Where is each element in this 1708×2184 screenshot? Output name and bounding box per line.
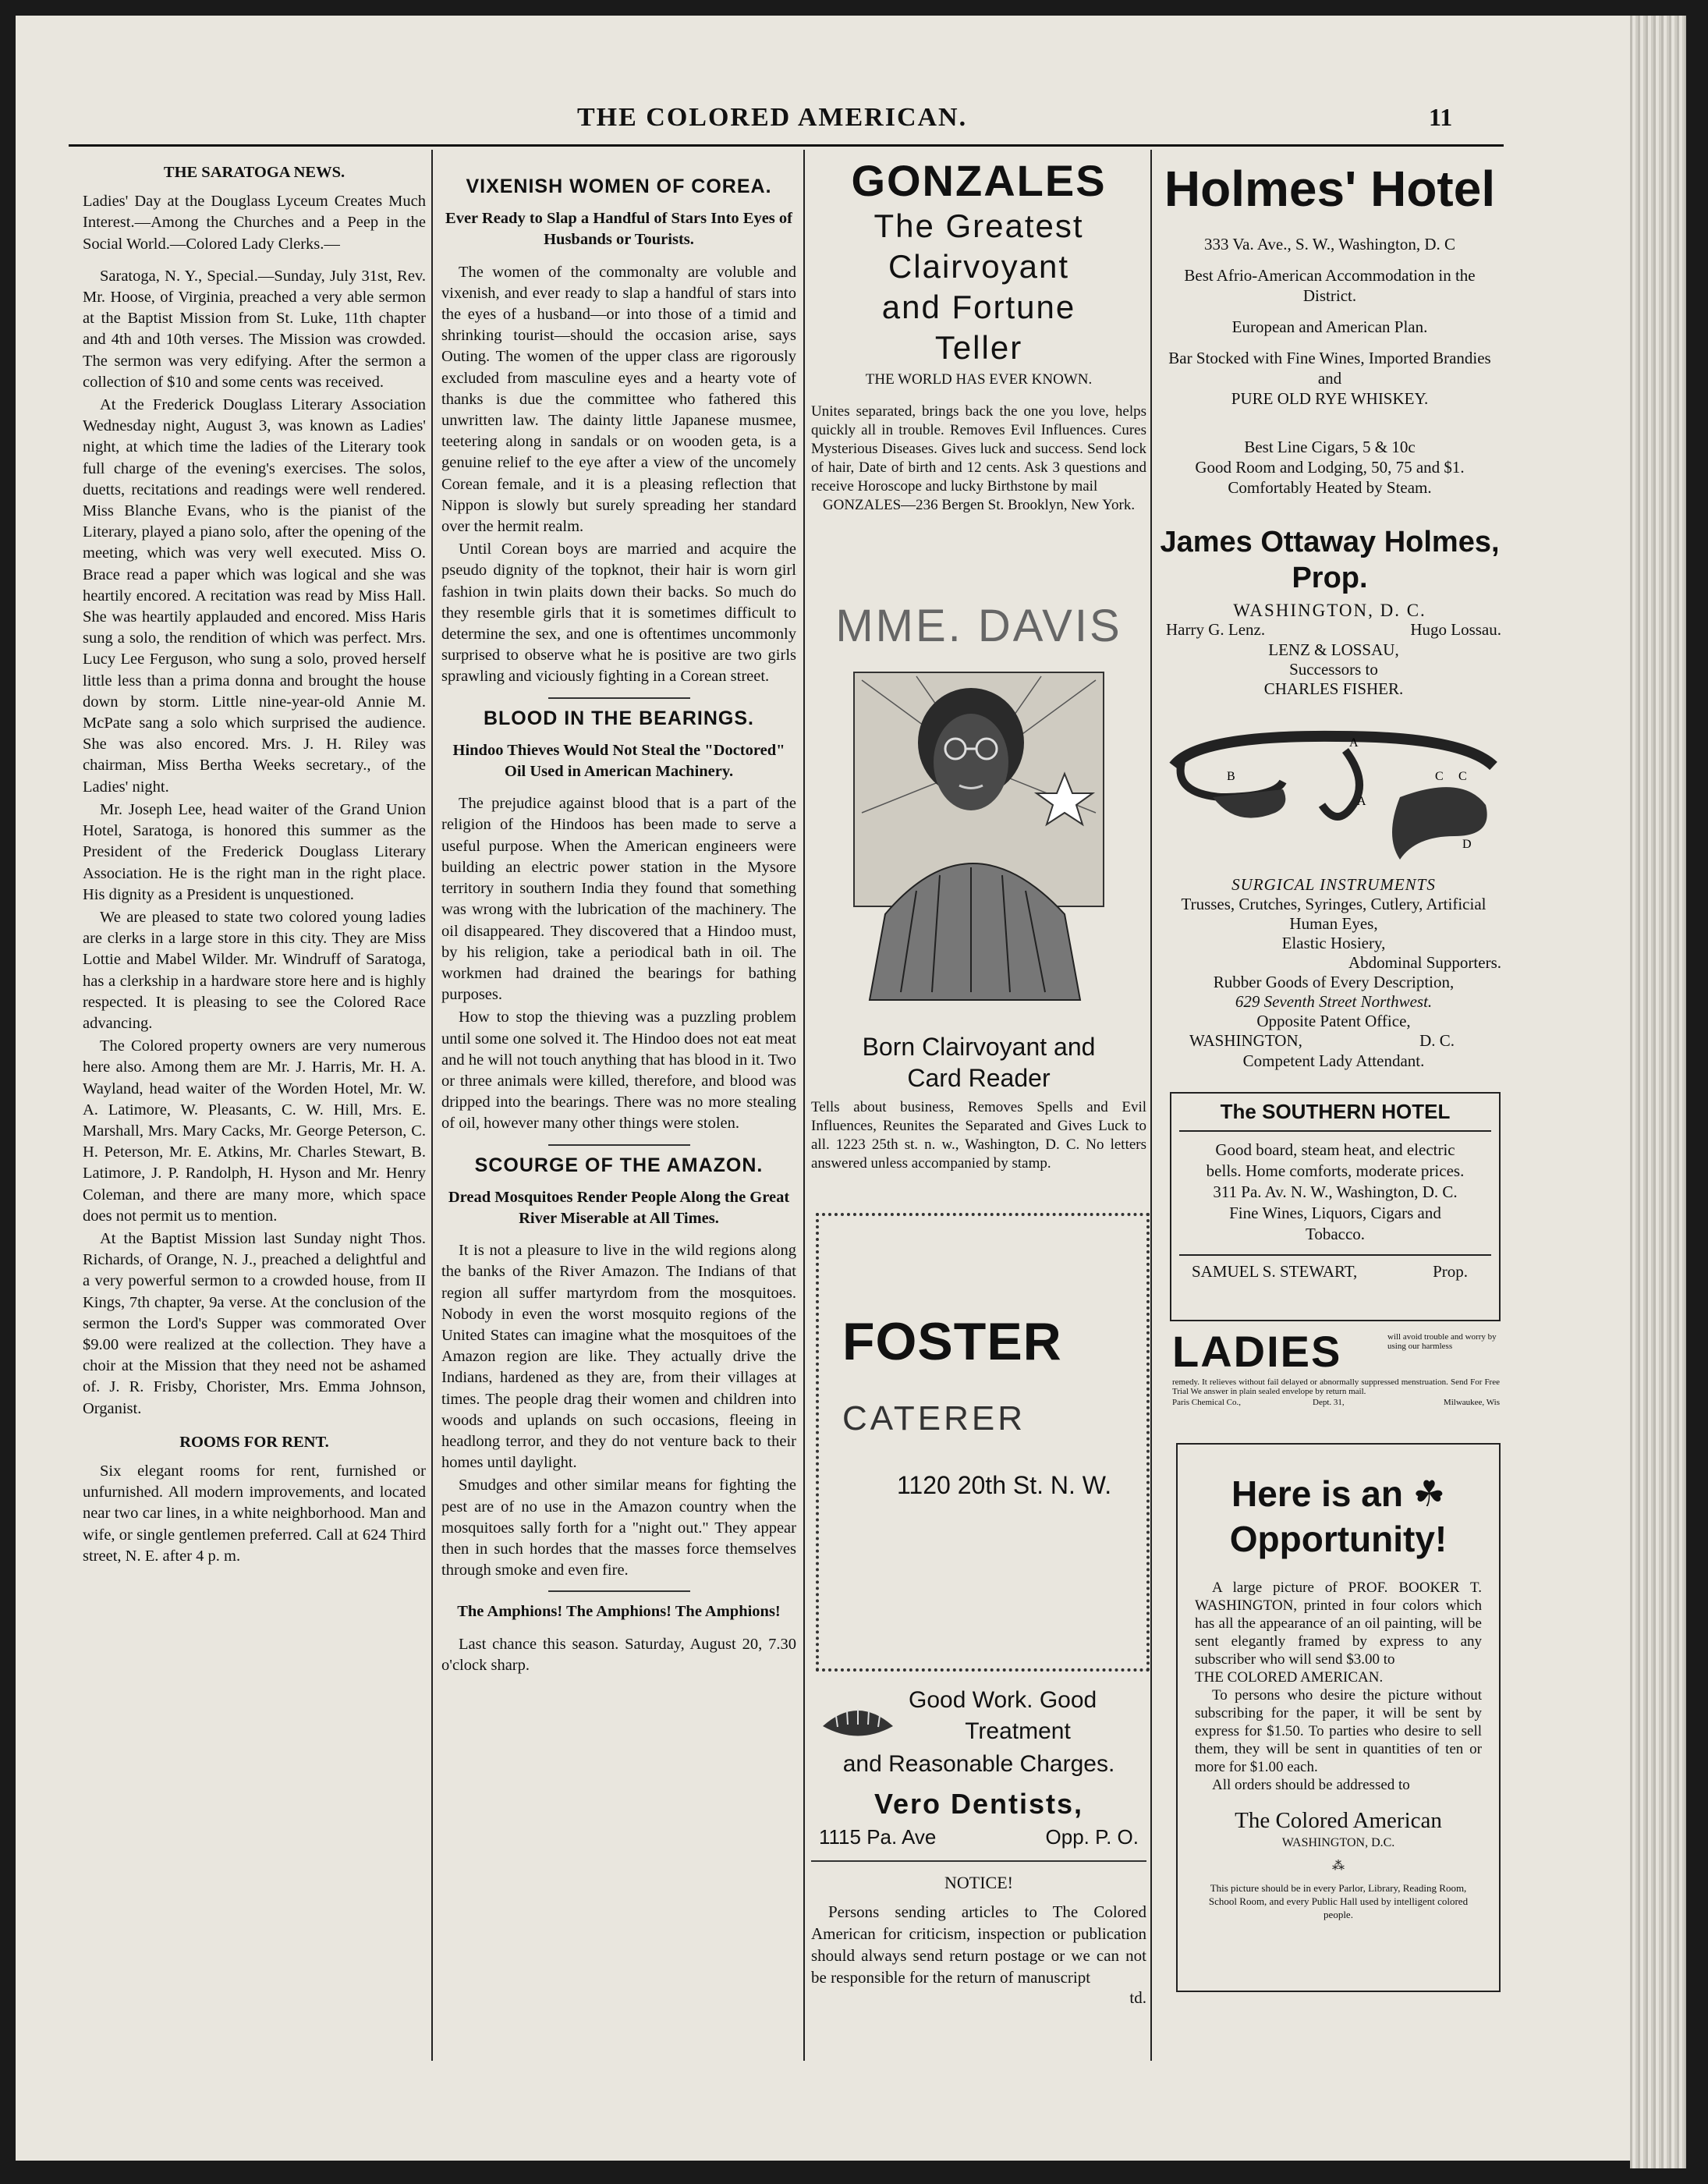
vero-name: Vero Dentists,	[873, 1788, 1084, 1820]
partner-name: Hugo Lossau.	[1410, 620, 1501, 639]
holmes-address: 333 Va. Ave., S. W., Washington, D. C	[1203, 235, 1456, 254]
amphions-text: Last chance this season. Saturday, August 20, 7.30 o'clock sharp.	[441, 1635, 796, 1674]
article-headline: SCOURGE OF THE AMAZON.	[474, 1154, 764, 1176]
column-divider	[431, 150, 433, 2061]
foster-name: FOSTER	[842, 1312, 1062, 1371]
notice-box	[811, 1860, 1146, 2008]
instruments-title: SURGICAL INSTRUMENTS	[1231, 875, 1436, 894]
notice-body: Persons sending articles to The Colored American for criticism, inspection or publication should always send return postage or we can not be responsible for the return of manuscript	[811, 1902, 1146, 1987]
paragraph: How to stop the thieving was a puzzling problem until some one solved it. The Hindoo does not eat meat and he will not touch anything that has blood in it. Two or three animals were killed, therefore, and blood was dripped into the bearings. There was no more stealing of oil, however many other things were stolen.	[441, 1009, 796, 1133]
clover-icon: ☘	[1412, 1473, 1445, 1514]
southern-proprietor: SAMUEL S. STEWART,	[1192, 1262, 1358, 1281]
paragraph: Mr. Joseph Lee, head waiter of the Grand Union Hotel, Saratoga, is honored this summer as the President of the Frederick Douglass Literary Association. He is the right man in the right place. His dignity as a President is unquestioned.	[83, 800, 426, 903]
opportunity-city: WASHINGTON, D.C.	[1281, 1836, 1395, 1849]
article-subhead: Hindoo Thieves Would Not Steal the "Doctored" Oil Used in American Machinery.	[452, 741, 785, 781]
instruments-line: Opposite Patent Office,	[1256, 1012, 1411, 1030]
holmes-hotel-ad	[1158, 156, 1501, 621]
partner-name: Harry G. Lenz.	[1166, 620, 1266, 639]
page-number: 11	[1429, 103, 1453, 131]
southern-body: Good board, steam heat, and electric bells. Home comforts, moderate prices. 311 Pa. Av. N. W., Washington, D. C. Fine Wines, Liquors, Cigars and Tobacco.	[1206, 1140, 1465, 1243]
opportunity-body: All orders should be addressed to	[1212, 1777, 1410, 1793]
header-rule	[69, 144, 1504, 147]
instruments-city: WASHINGTON,	[1189, 1031, 1302, 1050]
opportunity-body: To persons who desire the picture without subscribing for the paper, it will be sent by express for $1.50. To parties who desire to sell them, they will be sent in quantities of ten or more for $1.00 each.	[1195, 1687, 1482, 1775]
article-headline: THE SARATOGA NEWS.	[163, 164, 345, 181]
gonzales-line: and Fortune	[881, 289, 1076, 325]
gonzales-address: GONZALES—236 Bergen St. Brooklyn, New York.	[822, 497, 1136, 513]
holmes-city: WASHINGTON, D. C.	[1233, 601, 1426, 620]
opportunity-line: Here is an ☘	[1231, 1473, 1445, 1514]
holmes-proprietor: James Ottaway Holmes, Prop.	[1160, 526, 1500, 594]
opportunity-footnote: This picture should be in every Parlor, Library, Reading Room, School Room, and every Public Hall used by intelligent colored people.	[1208, 1882, 1469, 1920]
opportunity-address: The Colored American	[1235, 1808, 1442, 1833]
paragraph: We are pleased to state two colored young ladies are clerks in a large store in this city. They are Miss Lottie and Mabel Wilder. Mr. Windruff of Saratoga, has a clerkship in a hardware store here and is highly respected. It is pleasing to see the Colored Race advancing.	[83, 908, 426, 1032]
instruments-line: Elastic Hosiery,	[1281, 934, 1386, 952]
notice-sign: td.	[1129, 1988, 1146, 2007]
firm-name: LENZ & LOSSAU,	[1268, 640, 1399, 659]
separator	[548, 1144, 690, 1146]
notice-head: NOTICE!	[944, 1873, 1013, 1892]
book-page-edges	[1630, 16, 1686, 2168]
ladies-remedy-ad	[1172, 1327, 1500, 1418]
davis-body: Tells about business, Removes Spells and Evil Influences, Reunites the Separated and Gives Luck to all. 1223 25th st. n. w., Washington, D. C. No letters answered unless accompanied by stamp.	[811, 1099, 1146, 1172]
ladies-small: will avoid trouble and worry by using our harmless	[1387, 1332, 1497, 1351]
ladies-word: LADIES	[1172, 1327, 1342, 1376]
gonzales-line: Clairvoyant	[888, 248, 1070, 285]
paragraph: The Colored property owners are very numerous here also. Among them are Mr. J. Harris, Mr. H. A. Wayland, head waiter of the Worden Hotel, Mr. W. A. Latimore, W. Pleasants, C. W. Hill, Mrs. E. Marshall, Mrs. Mary Cacks, Mr. George Peterson, C. H. Peterson, Mr. E. Atkins, Mr. Charles Stewart, B. Latimore, J. P. Randolph, H. Hyson and Mr. Henry Coleman, and there are many more, which space does not permit us to mention.	[83, 1037, 426, 1225]
article-subhead: Ever Ready to Slap a Handful of Stars Into Eyes of Husbands or Tourists.	[445, 210, 792, 249]
paragraph: Saratoga, N. Y., Special.—Sunday, July 31st, Rev. Mr. Hoose, of Virginia, preached a very able sermon at the Baptist Mission from St. Luke, 11th chapter and 4th and 10th verses. The Mission was crowded. The sermon was very edifying. After the sermon a collection of $10 and some cents was received.	[83, 267, 426, 391]
paragraph: Until Corean boys are married and acquire the pseudo dignity of the topknot, their hair is worn girl fashion in twin plaits down their backs. So much do they resemble girls that it is sometimes difficult to determine the sex, and one is oftentimes uncommonly surprised to observe what he is positive are two girls sprawling and viciously fighting in a Corean street.	[441, 541, 796, 686]
vero-dentists-ad	[811, 1685, 1146, 1852]
vero-line: Good Work. Good	[909, 1687, 1097, 1713]
gonzales-line: The Greatest	[873, 207, 1084, 244]
paragraph: The women of the commonalty are voluble and vixenish, and ever ready to slap a handful of stars into the eyes of a husband—or into those of a timid and shrinking tourist—should the occasion arise, says Outing. The women of the upper class are rigorously excluded from masculine eyes and a hearty vote of thanks is due the committee who fathered this unwritten law. The dainty little Japanese musmee, teetering along in sandals or on wooden geta, is a genuine relief to the eye after a view of the uncomely Corean female, and it is a pleasing reflection that Nippon is slowly but surely spreading her standard over the hermit realm.	[441, 263, 796, 536]
davis-line: Card Reader	[907, 1064, 1051, 1092]
rooms-headline: ROOMS FOR RENT.	[179, 1433, 329, 1451]
column-divider	[1150, 150, 1152, 2061]
instruments-line: Competent Lady Attendant.	[1242, 1051, 1425, 1070]
paragraph: Smudges and other similar means for fighting the pest are of no use in the Amazon country when the mosquitoes sally forth for a "night out." They appear then in such hordes that the masses force themselves through smoke and even fire.	[441, 1477, 796, 1580]
gonzales-body: Unites separated, brings back the one you love, helps quickly all in trouble. Removes Evil Influences. Cures Mysterious Diseases. Gives luck and success. Send lock of hair, Date of birth and 12 cents. Ask 3 questions and receive Horoscope and lucky Birthstone by mail	[811, 403, 1146, 495]
ladies-company: Paris Chemical Co.,	[1172, 1398, 1241, 1407]
svg-text:A: A	[1349, 736, 1359, 750]
paragraph: It is not a pleasure to live in the wild regions along the banks of the River Amazon. The Indians of that region all suffer martyrdom from the mosquitoes. Nobody in even the worst mosquito regions of the United States can imagine what the mosquitoes of the Amazon region are like. They actually drive the Indians, hardened as they are, from their villages at times. The people drag their women and children into woods and uplands on such occasions, fleeing in headlong terror, and they do not venture back to their homes until daylight.	[441, 1242, 796, 1472]
rooms-text: Six elegant rooms for rent, furnished or unfurnished. All modern improvements, and located near two car lines, in a white neighborhood. Man and wife, or single gentlemen preferred. Call at 624 Third street, N. E. after 4 p. m.	[83, 1462, 426, 1565]
svg-text:C: C	[1458, 770, 1467, 783]
davis-ad	[811, 601, 1146, 1173]
masthead-title: THE COLORED AMERICAN.	[577, 103, 968, 132]
article-headline: VIXENISH WOMEN OF COREA.	[466, 176, 772, 197]
column-news-items	[441, 172, 796, 2051]
holmes-line: Comfortably Heated by Steam.	[1228, 478, 1432, 497]
gonzales-line: Teller	[934, 329, 1023, 366]
ladies-dept: Dept. 31,	[1313, 1398, 1345, 1407]
holmes-line: European and American Plan.	[1231, 317, 1428, 336]
ladies-city: Milwaukee, Wis	[1443, 1398, 1500, 1407]
firm-successors: Successors to	[1289, 660, 1378, 679]
vero-address: 1115 Pa. Ave	[819, 1825, 937, 1849]
foster-address: 1120 20th St. N. W.	[897, 1471, 1112, 1499]
foster-ad	[842, 1310, 1139, 1500]
instruments-line: Trusses, Crutches, Syringes, Cutlery, Artificial Human Eyes,	[1181, 895, 1487, 933]
instruments-address: 629 Seventh Street Northwest.	[1235, 992, 1433, 1011]
article-subhead: Ladies' Day at the Douglass Lyceum Creates Much Interest.—Among the Churches and a Peep in the Social World.—Colored Lady Clerks.—	[83, 193, 426, 253]
vero-line: Treatment	[965, 1718, 1071, 1744]
gonzales-tagline: THE WORLD HAS EVER KNOWN.	[865, 371, 1093, 388]
svg-text:B: B	[1227, 770, 1235, 783]
holmes-name: Holmes' Hotel	[1164, 161, 1496, 217]
vero-line: and Reasonable Charges.	[842, 1751, 1115, 1777]
holmes-line: PURE OLD RYE WHISKEY.	[1231, 389, 1429, 408]
column-saratoga-news	[83, 156, 426, 2051]
firm-predecessor: CHARLES FISHER.	[1263, 679, 1404, 698]
holmes-line: Best Line Cigars, 5 & 10c	[1244, 438, 1416, 456]
portrait-illustration	[838, 657, 1119, 1016]
southern-name: The SOUTHERN HOTEL	[1220, 1100, 1451, 1123]
opportunity-ad	[1176, 1443, 1501, 1992]
davis-line: Born Clairvoyant and	[862, 1033, 1096, 1061]
vero-opposite: Opp. P. O.	[1045, 1825, 1139, 1849]
foster-trade: CATERER	[842, 1399, 1026, 1438]
separator	[548, 697, 690, 699]
article-subhead: Dread Mosquitoes Render People Along the Great River Miserable at All Times.	[448, 1188, 790, 1227]
separator	[548, 1590, 690, 1592]
instruments-line: Rubber Goods of Every Description,	[1213, 973, 1455, 991]
dentures-icon	[819, 1699, 897, 1746]
opportunity-paper: THE COLORED AMERICAN.	[1195, 1669, 1384, 1686]
lenz-lossau-ad	[1166, 620, 1501, 1071]
holmes-line: Bar Stocked with Fine Wines, Imported Brandies and	[1168, 349, 1491, 388]
davis-name: MME. DAVIS	[835, 601, 1122, 651]
instruments-line: Abdominal Supporters.	[1348, 953, 1501, 972]
column-divider	[803, 150, 805, 2061]
amphions-headline: The Amphions! The Amphions! The Amphions!	[457, 1603, 781, 1621]
ladies-small: remedy. It relieves without fail delayed or abnormally suppressed menstruation. Send For Free Trial We answer in plain sealed envelope by return mail.	[1172, 1377, 1500, 1396]
holmes-line: Best Afrio-American Accommodation in the District.	[1184, 266, 1476, 305]
article-headline: BLOOD IN THE BEARINGS.	[483, 707, 754, 729]
ornament-icon: ⁂	[1332, 1860, 1345, 1873]
instruments-state: D. C.	[1419, 1031, 1455, 1050]
paragraph: At the Baptist Mission last Sunday night Thos. Richards, of Orange, N. J., preached a delightful and a very powerful sermon to a crowded house, from II Kings, 7th chapter, 9a verse. At the conclusion of the sermon the Lord's Supper was commorated Over $9.00 were realized at the collection. They have a choir at the Mission that they need not be ashamed of. J. R. Frisby, Chorister, Mrs. Emma Johnson, Organist.	[83, 1229, 426, 1417]
southern-prop-tag: Prop.	[1433, 1262, 1468, 1281]
svg-text:C: C	[1435, 770, 1444, 783]
opportunity-body: A large picture of PROF. BOOKER T. WASHINGTON, printed in four colors which has all the appearance of an oil painting, will be sent elegantly framed by express to any subscriber who will send $3.00 to	[1195, 1580, 1482, 1668]
paragraph: At the Frederick Douglass Literary Association Wednesday night, August 3, was known as Ladies' night, at which time the ladies of the Literary took full charge of the evening's exercises. The solos, duetts, recitations and readings were well rendered. Miss Blanche Evans, who is the pianist of the Literary, played a piano solo, after the opening of the meeting, which was very well executed. Miss O. Brace read a paper which was logical and she was heartily encored. A recitation was read by Miss Hall. She was heartily applauded and encored. Miss Haris sung a solo, the rendition of which was perfect. Mrs. Lucy Lee Ferguson, who sung a solo, proved herself little less than a prima donna and brought the house down by storm. Little nine-year-old Annie M. McPate sang a solo which surprised the audience. She was also encored. Mrs. J. H. Riley was chairman, Miss Bertha Weeks secretary., of the Ladies' night.	[83, 396, 426, 796]
southern-hotel-ad	[1170, 1092, 1501, 1321]
gonzales-name: GONZALES	[851, 156, 1107, 205]
svg-text:A: A	[1357, 795, 1366, 808]
holmes-line: Good Room and Lodging, 50, 75 and $1.	[1195, 458, 1465, 477]
paragraph: The prejudice against blood that is a part of the religion of the Hindoos has been made to serve a useful purpose. When the American engineers were building an electric power station in the Mysore territory in southern India they found that something was wrong with the lubrication of the machinery. The oil disappeared. They discovered that a Hindoo must, by his religion, take a periodical bath in oil. The workmen had drained the bearings for bathing purposes.	[441, 795, 796, 1004]
opportunity-line: Opportunity!	[1229, 1519, 1448, 1559]
gonzales-ad	[811, 156, 1146, 515]
svg-text:D: D	[1462, 838, 1472, 851]
truss-illustration	[1166, 719, 1501, 867]
